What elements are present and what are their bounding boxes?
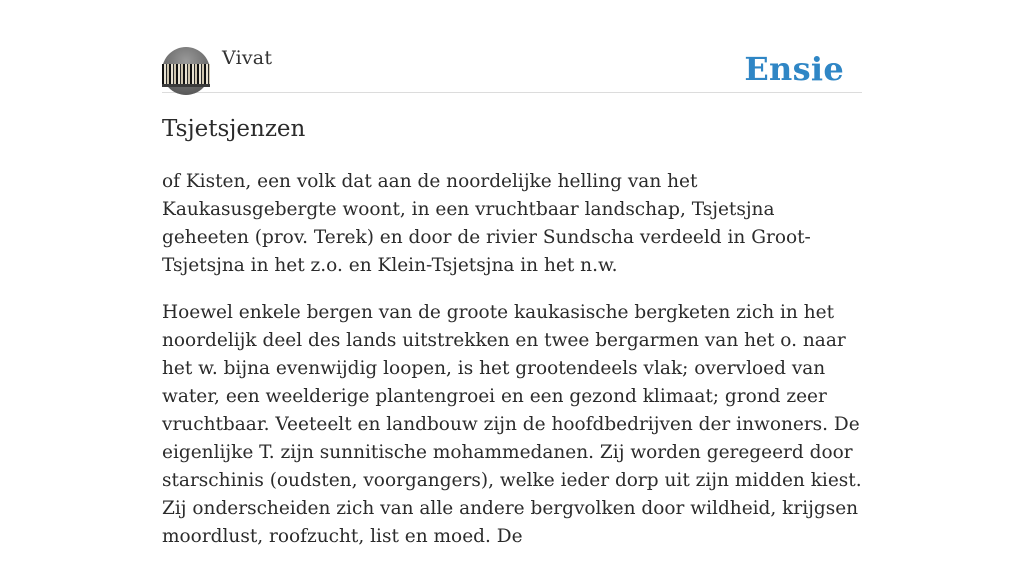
author-avatar[interactable] — [162, 47, 210, 95]
shelf-line — [162, 84, 210, 87]
entry-paragraph: Hoewel enkele bergen van de groote kaukasische bergketen zich in het noordelijk deel des lands uitstrekken en twee bergarmen van het o. naar het w. bijna evenwijdig loopen, is het grootendeels vlak; overvloed van water, een weelderige plantengroei en een gezond klimaat; grond zeer vruchtbaar. Veeteelt en landbouw zijn de hoofdbedrijven der inwoners. De eigenlijke T. zijn sunnitische mohammedanen. Zij worden geregeerd door starschinis (oudsten, voorgangers), welke ieder dorp uit zijn midden kiest. Zij onderscheiden zich van alle andere bergvolken door wildheid, krijgsen moordlust, roofzucht, list en moed. De — [162, 302, 862, 547]
bookshelf-avatar-icon — [162, 64, 210, 84]
entry-paragraph: of Kisten, een volk dat aan de noordelijke helling van het Kaukasusgebergte woont, in een vruchtbaar landschap, Tsjetsjna geheeten (prov. Terek) en door de rivier Sundscha verdeeld in Groot-Tsjetsjna in het z.o. en Klein-Tsjetsjna in het n.w. — [162, 171, 811, 276]
brand-logo[interactable]: Ensie — [744, 50, 844, 88]
entry-content — [162, 168, 867, 570]
header — [162, 44, 862, 93]
author-name[interactable]: Vivat — [222, 47, 273, 69]
entry-title: Tsjetsjenzen — [162, 116, 306, 142]
